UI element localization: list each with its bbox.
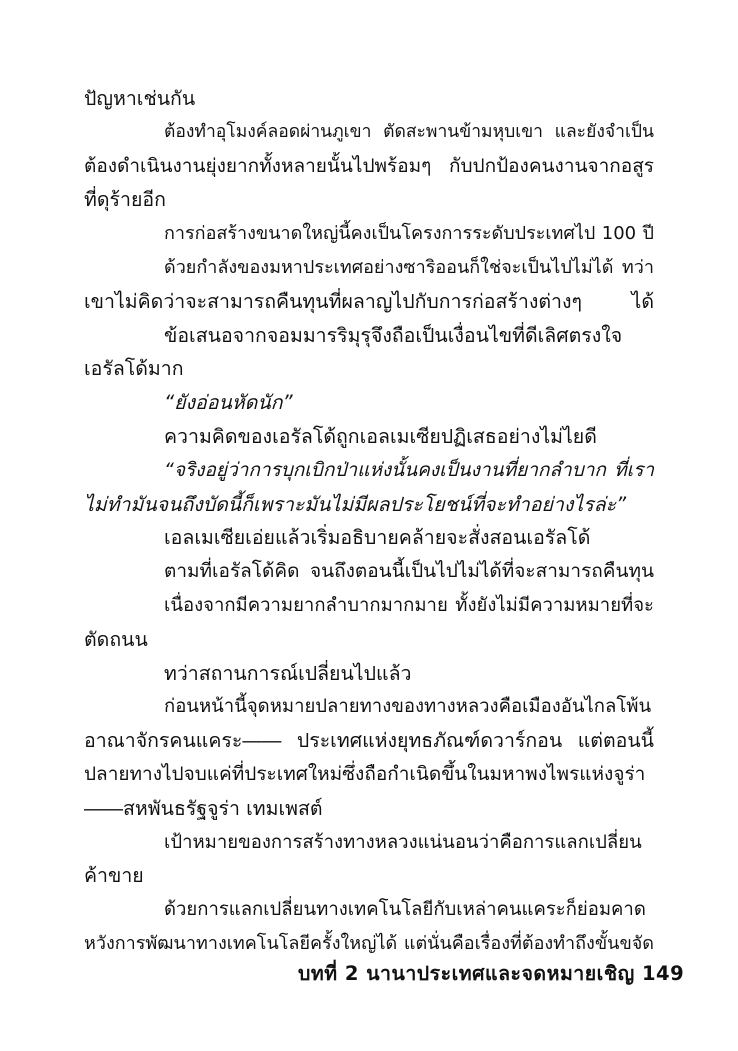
text-line: ที่ดุร้ายอีก [84, 188, 166, 212]
text-line: เอรัลโด้มาก [84, 357, 184, 381]
text-line: ――สหพันธรัฐจูร่า เทมเพสต์ [84, 796, 323, 820]
text-line: ปลายทางไปจบแค่ที่ประเทศใหม่ซึ่งถือกำเนิดขึ้นในมหาพงไพรแห่งจูร่า [84, 762, 646, 785]
dialogue-line: ไม่ทำมันจนถึงบัดนี้ก็เพราะมันไม่มีผลประโยชน์ที่จะทำอย่างไรล่ะ” [84, 492, 627, 516]
text-line: ต้องทำอุโมงค์ลอดผ่านภูเขา ตัดสะพานข้ามหุบเขา และยังจำเป็น [164, 121, 654, 142]
text-line: ด้วยกำลังของมหาประเทศอย่างซาริออนก็ใช่จะเป็นไปไม่ได้ ทว่า [164, 256, 654, 278]
text-line: ก่อนหน้านี้จุดหมายปลายทางของทางหลวงคือเมืองอันไกลโพ้น [164, 696, 652, 718]
text-line: หวังการพัฒนาทางเทคโนโลยีครั้งใหญ่ได้ แต่นั่นคือเรื่องที่ต้องทำถึงขั้นขจัด [84, 932, 654, 954]
text-line: ต้องดำเนินงานยุ่งยากทั้งหลายนั้นไปพร้อมๆ กับปกป้องคนงานจากอสูร [84, 154, 654, 177]
text-line: การก่อสร้างขนาดใหญ่นี้คงเป็นโครงการระดับประเทศไป 100 ปี [164, 223, 654, 245]
text-line: ด้วยการแลกเปลี่ยนทางเทคโนโลยีกับเหล่าคนแคระก็ย่อมคาด [164, 899, 646, 921]
dialogue-line: “ยังอ่อนหัดนัก” [164, 391, 293, 415]
body-text [84, 82, 654, 961]
text-line: ปัญหาเช่นกัน [84, 87, 196, 110]
text-line: เป้าหมายของการสร้างทางหลวงแน่นอนว่าคือการแลกเปลี่ยน [164, 831, 642, 853]
text-line: ค้าขาย [84, 864, 144, 888]
text-line: เอลเมเซียเอ่ยแล้วเริ่มอธิบายคล้ายจะสั่งสอนเอรัลโด้ [164, 526, 591, 550]
text-line: เนื่องจากมีความยากลำบากมากมาย ทั้งยังไม่มีความหมายที่จะ [164, 594, 654, 616]
text-line: ตัดถนน [84, 627, 148, 651]
text-line: ตามที่เอรัลโด้คิด จนถึงตอนนี้เป็นไปไม่ได้ที่จะสามารถคืนทุน [164, 560, 654, 583]
text-line: เขาไม่คิดว่าจะสามารถคืนทุนที่ผลาญไปกับการก่อสร้างต่างๆ ได้ [84, 289, 654, 313]
text-line: อาณาจักรคนแคระ―― ประเทศแห่งยุทธภัณฑ์ดวาร์กอน แต่ตอนนี้ [84, 729, 654, 753]
text-line: ข้อเสนอจากจอมมารริมุรุจึงถือเป็นเงื่อนไขที่ดีเลิศตรงใจ [164, 323, 623, 347]
text-line: ทว่าสถานการณ์เปลี่ยนไปแล้ว [164, 661, 412, 685]
page-footer: บทที่ 2 นานาประเทศและจดหมายเชิญ 149 [298, 962, 685, 985]
dialogue-line: “จริงอยู่ว่าการบุกเบิกป่าแห่งนั้นคงเป็นงานที่ยากลำบาก ที่เรา [164, 458, 654, 481]
text-line: ความคิดของเอรัลโด้ถูกเอลเมเซียปฏิเสธอย่างไม่ไยดี [164, 424, 597, 448]
